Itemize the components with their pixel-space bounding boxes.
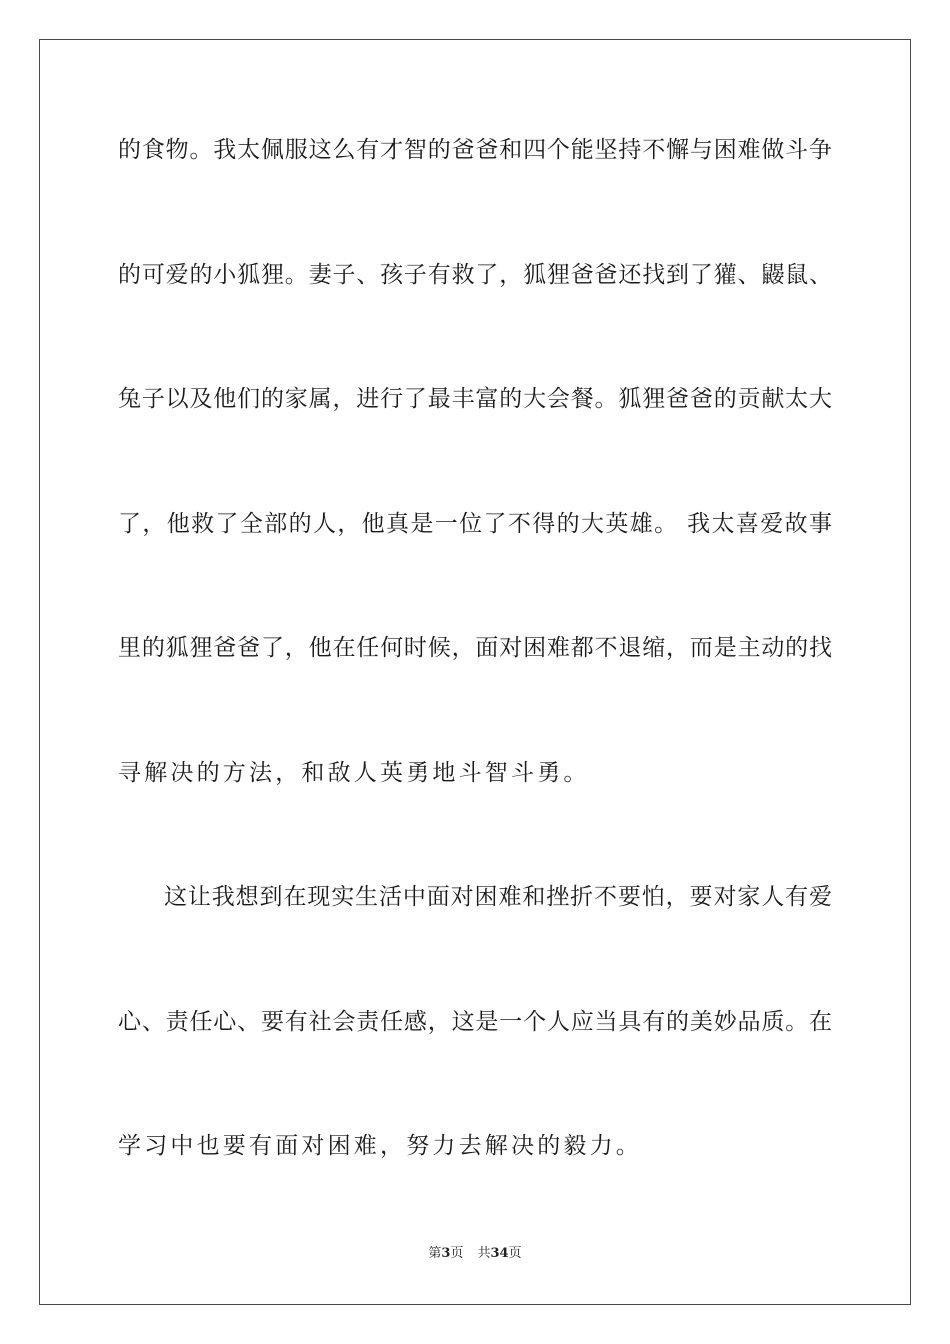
total-pages: 34	[490, 1246, 509, 1261]
text-line: 兔子以及他们的家属，进行了最丰富的大会餐。狐狸爸爸的贡献太大	[118, 386, 832, 412]
text-line: 了，他救了全部的人，他真是一位了不得的大英雄。 我太喜爱故事	[118, 511, 832, 537]
text-line: 心、责任心、要有社会责任感，这是一个人应当具有的美妙品质。在	[118, 1009, 832, 1035]
page-footer	[0, 1245, 950, 1263]
page-number: 3	[441, 1246, 451, 1261]
paragraph-first-line: 这让我想到在现实生活中面对困难和挫折不要怕，要对家人有爱	[164, 884, 832, 910]
page-prefix: 第	[428, 1246, 442, 1261]
total-prefix: 共	[477, 1246, 491, 1261]
page-border	[39, 39, 911, 1305]
text-line: 里的狐狸爸爸了，他在任何时候，面对困难都不退缩，而是主动的找	[118, 635, 832, 661]
total-suffix: 页	[508, 1246, 522, 1261]
text-line: 学习中也要有面对困难，努力去解决的毅力。	[118, 1133, 642, 1159]
page-suffix: 页	[450, 1246, 464, 1261]
text-line: 寻解决的方法，和敌人英勇地斗智斗勇。	[118, 760, 590, 786]
text-line: 的食物。我太佩服这么有才智的爸爸和四个能坚持不懈与困难做斗争	[118, 137, 832, 163]
text-line: 的可爱的小狐狸。妻子、孩子有救了，狐狸爸爸还找到了獾、鼹鼠、	[118, 262, 832, 288]
